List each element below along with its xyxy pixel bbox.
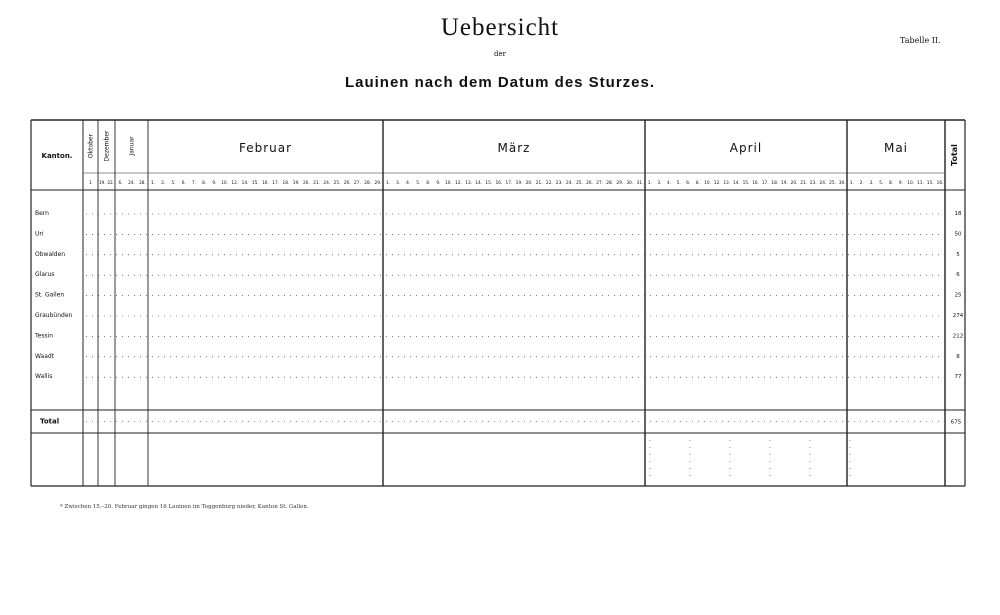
day-label: 19. [98,181,106,186]
day-label: 8. [426,181,431,186]
row-total: 274 [952,313,964,319]
day-label: 10. [907,181,915,186]
day-label: 23. [809,181,817,186]
day-label: 19. [515,181,523,186]
table-number: Tabelle II. [900,36,941,45]
day-label: 17. [761,181,769,186]
day-label: 1. [647,181,652,186]
day-label: 20. [302,181,310,186]
row-total: 8 [956,353,960,360]
day-label: 1. [151,181,156,186]
day-label: 3. [869,181,874,186]
day-label: 24. [323,181,331,186]
total-row-label: Total [40,417,60,426]
day-label: 15. [926,181,934,186]
day-label: 6. [181,181,186,186]
day-label: 8. [202,181,207,186]
day-label: 18. [282,181,290,186]
day-label: 6. [118,181,123,186]
day-label: 28. [139,181,146,186]
row-total: 77 [954,374,962,381]
day-label: 16. [936,181,944,186]
day-label: 22. [107,181,115,186]
document-title: Uebersicht [440,14,560,41]
day-label: 19. [781,181,788,186]
day-label: 16. [495,181,503,186]
day-label: 20. [525,181,533,186]
day-label: 10. [445,181,452,186]
kanton-header: Kanton. [41,152,73,160]
total-header: Total [950,144,959,166]
day-label: 10. [704,181,711,186]
day-label: 24. [566,181,573,186]
row-total: 212 [952,333,964,340]
day-label: 14. [732,181,740,186]
day-label: 3. [396,181,401,186]
day-label: 8. [889,181,894,186]
day-label: 28. [364,181,372,186]
row-kanton-label: Uri [35,230,44,238]
day-label: 9. [212,181,217,186]
row-kanton-label: Waadt [35,352,55,360]
day-label: 1. [385,181,391,186]
day-label: 25. [829,181,836,186]
day-label: 26. [343,181,351,186]
day-label: 22. [545,181,553,186]
footnote: * Zwischen 15.–20. Februar gingen 16 Lauinen im Toggenburg nieder, Kanton St. Gallen. [60,504,309,510]
row-total: 18 [954,211,962,217]
day-label: 14. [475,181,483,186]
month-oktober-header: Oktober [87,133,95,159]
day-label: 24. [819,181,827,186]
day-label: 12. [231,181,239,186]
day-label: 18. [771,181,779,186]
day-label: 19. [292,181,300,186]
day-label: 4. [666,181,672,186]
day-label: 5. [676,181,681,186]
day-label: 16. [752,181,760,186]
row-total: 50 [954,231,962,238]
day-label: 6. [686,181,691,186]
day-label: 15. [742,181,750,186]
day-label: 16. [262,181,269,186]
month-dezember-header: Dezember [103,130,111,162]
day-label: 27. [596,181,604,186]
day-label: 27. [354,181,361,186]
month-januar-header: Januar [128,136,136,156]
day-label: 21. [313,181,321,186]
day-label: 25. [333,181,341,186]
day-label: 31. [636,181,644,186]
day-label: 5. [416,181,421,186]
day-label: 9. [898,181,903,186]
day-label: 20. [790,181,798,186]
day-label: 12. [713,181,721,186]
total-row-value: 675 [950,419,962,426]
day-label: 30. [626,181,634,186]
row-kanton-label: St. Gallen [35,291,65,299]
day-label: 26. [586,181,593,186]
day-label: 5. [171,181,176,186]
day-label: 25. [576,181,583,186]
row-total: 5 [956,251,960,258]
row-kanton-label: Glarus [35,271,55,279]
title-connector: der [494,50,506,58]
day-label: 21. [800,181,808,186]
day-label: 2. [161,181,166,186]
day-label: 28. [606,181,614,186]
month-mai-header: Mai [883,141,909,155]
day-label: 21. [535,181,543,186]
row-kanton-label: Bern [35,210,49,217]
day-label: 1. [849,181,854,186]
day-label: 7. [191,181,197,186]
day-label: 17. [272,181,280,186]
month-april-header: April [729,141,763,155]
day-label: 30. [838,181,846,186]
day-label: 9. [436,181,441,186]
document-subtitle: Lauinen nach dem Datum des Sturzes. [344,74,656,91]
day-label: 15. [251,181,259,186]
day-label: 5. [879,181,884,186]
day-label: 24. [128,181,135,186]
row-total: 6 [956,272,960,279]
month-februar-header: Februar [238,141,293,155]
day-label: 12. [455,181,462,186]
day-label: 10. [221,181,229,186]
row-total: 25 [954,292,962,299]
day-label: 8. [695,181,700,186]
day-label: 3. [657,181,662,186]
day-label: 13. [465,181,473,186]
day-label: 23. [555,181,563,186]
row-kanton-label: Tessin [35,332,54,340]
month-märz-header: März [497,141,531,155]
row-kanton-label: Wallis [35,373,53,381]
day-label: 14. [241,181,249,186]
row-kanton-label: Obwalden [35,250,66,258]
day-label: 15. [485,181,493,186]
day-label: 4. [406,181,411,186]
day-label: 1 [89,181,92,186]
row-kanton-label: Graubünden [35,312,73,319]
day-label: 29. [616,181,624,186]
day-label: 13. [723,181,731,186]
day-label: 29. [374,181,382,186]
day-label: 2. [859,181,864,186]
day-label: 17. [505,181,513,186]
day-label: 11. [917,181,924,186]
